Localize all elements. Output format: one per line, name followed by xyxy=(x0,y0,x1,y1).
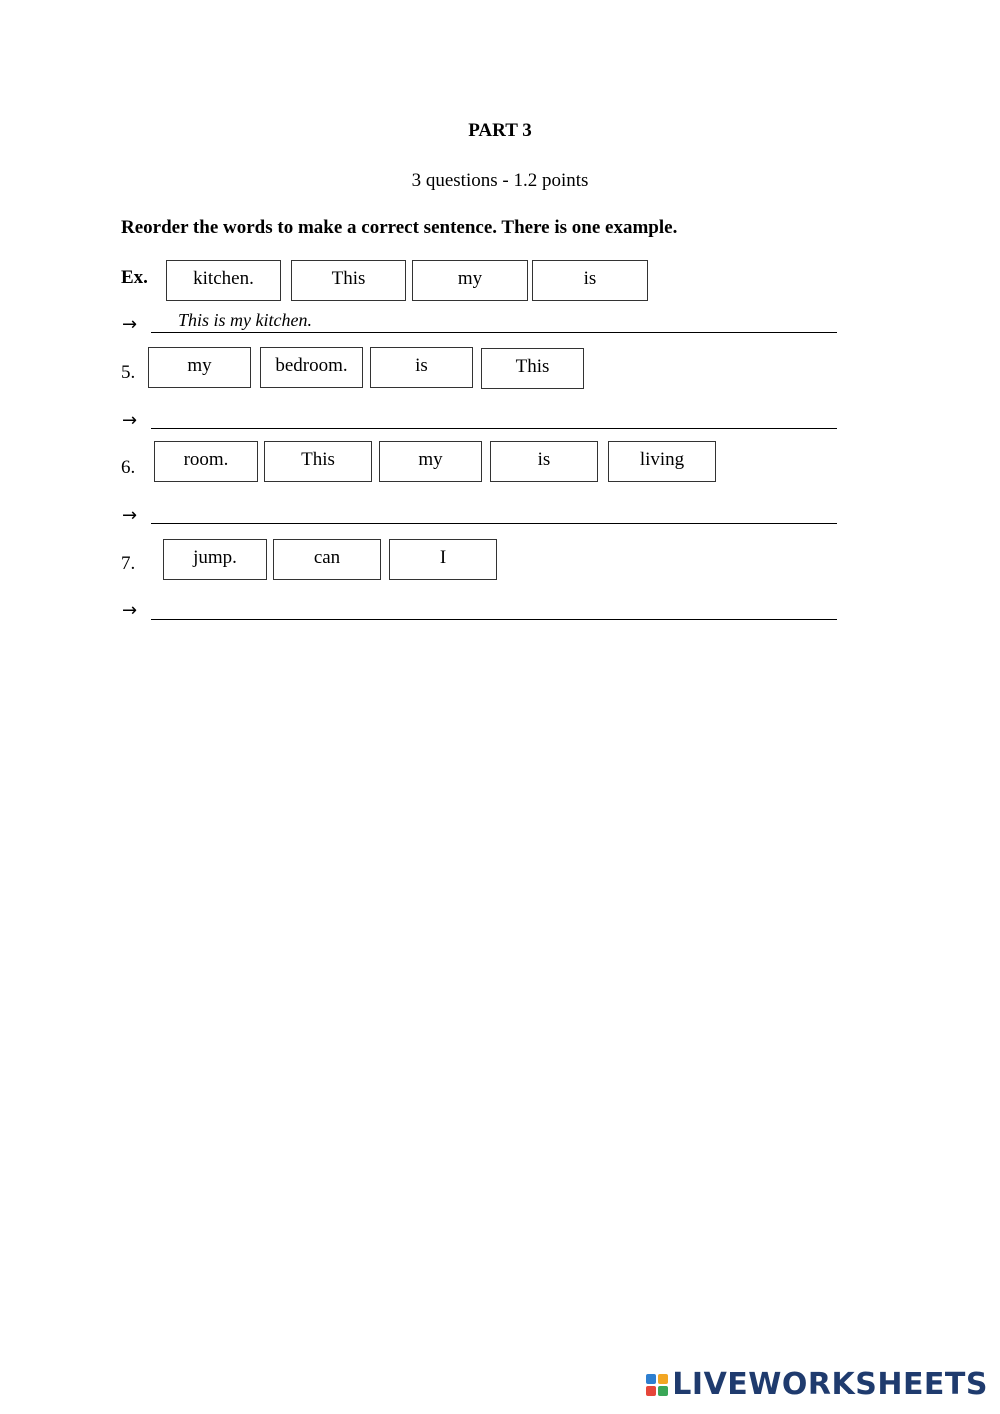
liveworksheets-logo-icon xyxy=(646,1374,668,1396)
arrow-icon: → xyxy=(122,505,138,526)
word-box[interactable]: is xyxy=(490,441,598,482)
word-box[interactable]: my xyxy=(379,441,482,482)
word-box[interactable]: my xyxy=(412,260,528,301)
word-box[interactable]: This xyxy=(481,348,584,389)
word-box[interactable]: living xyxy=(608,441,716,482)
question-label: 6. xyxy=(121,457,136,478)
word-box[interactable]: my xyxy=(148,347,251,388)
word-box[interactable]: This xyxy=(291,260,406,301)
answer-line[interactable] xyxy=(151,523,837,524)
arrow-icon: → xyxy=(122,600,138,621)
answer-line xyxy=(151,332,837,333)
word-box[interactable]: is xyxy=(532,260,648,301)
word-box[interactable]: This xyxy=(264,441,372,482)
question-label: 5. xyxy=(121,362,136,383)
liveworksheets-logo xyxy=(646,1367,988,1402)
instructions: Reorder the words to make a correct sentence. There is one example. xyxy=(121,217,678,238)
word-box[interactable]: room. xyxy=(154,441,258,482)
word-box[interactable]: can xyxy=(273,539,381,580)
arrow-icon: → xyxy=(122,410,138,431)
example-label: Ex. xyxy=(121,267,148,288)
question-label: 7. xyxy=(121,553,136,574)
word-box[interactable]: I xyxy=(389,539,497,580)
word-box[interactable]: is xyxy=(370,347,473,388)
logo-text: LIVEWORKSHEETS xyxy=(672,1367,988,1402)
word-box[interactable]: jump. xyxy=(163,539,267,580)
answer-line[interactable] xyxy=(151,619,837,620)
word-box[interactable]: bedroom. xyxy=(260,347,363,388)
word-box[interactable]: kitchen. xyxy=(166,260,281,301)
arrow-icon: → xyxy=(122,314,138,335)
example-answer: This is my kitchen. xyxy=(178,310,312,330)
answer-line[interactable] xyxy=(151,428,837,429)
page-title: PART 3 xyxy=(468,120,532,141)
page-subtitle: 3 questions - 1.2 points xyxy=(411,170,589,191)
